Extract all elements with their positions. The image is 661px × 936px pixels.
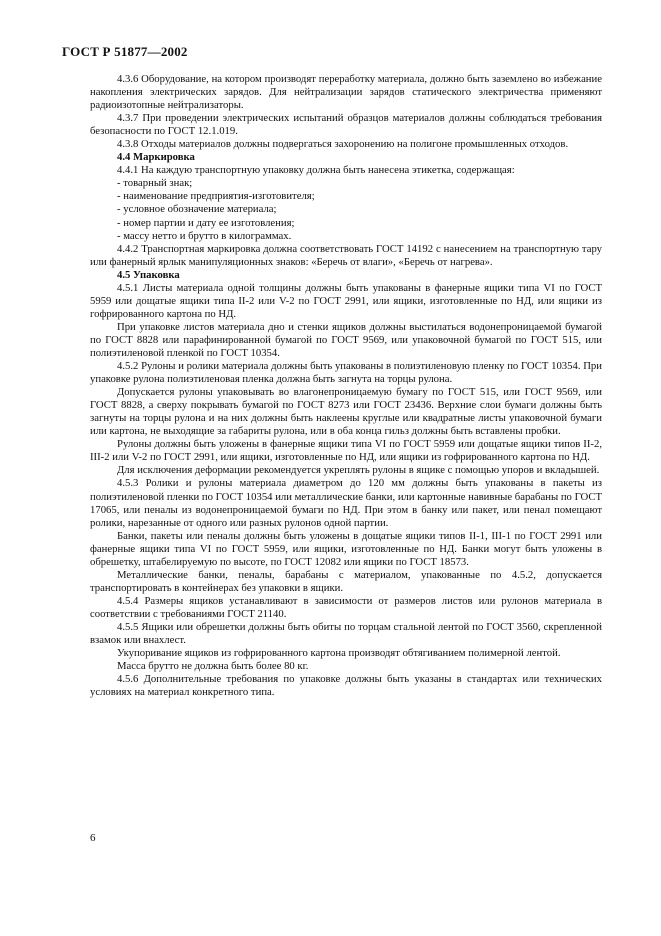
paragraph: 4.5.3 Ролики и рулоны материала диаметром до 120 мм должны быть упакованы в пакеты из полиэтиленовой пленки по ГОСТ 10354 или металлические банки, или картонные навивные барабаны по ГОСТ 17065, или пеналы из водонепроницаемой бумаги по НД. При этом в банку или пакет, или пенал помещают ролики, нарезанные от одного или разных рулонов одной партии. (90, 477, 602, 529)
section-heading: 4.4 Маркировка (117, 151, 195, 164)
list-item: - условное обозначение материала; (117, 203, 277, 216)
paragraph: 4.5.2 Рулоны и ролики материала должны быть упакованы в полиэтиленовую пленку по ГОСТ 10354. При упаковке рулона полиэтиленовая пленка должна быть загнута на торцы рулона. (90, 360, 602, 386)
paragraph: 4.5.5 Ящики или обрешетки должны быть обиты по торцам стальной лентой по ГОСТ 3560, скрепленной взамок или внахлест. (90, 620, 602, 647)
paragraph: 4.5.6 Дополнительные требования по упаковке должны быть указаны в стандартах или технических условиях на материал конкретного типа. (90, 673, 602, 699)
document-header: ГОСТ Р 51877—2002 (62, 44, 188, 59)
paragraph: 4.4.1 На каждую транспортную упаковку должна быть нанесена этикетка, содержащая: (117, 164, 515, 177)
list-item: - товарный знак; (117, 177, 193, 190)
paragraph: Масса брутто не должна быть более 80 кг. (117, 660, 309, 673)
paragraph: Металлические банки, пеналы, барабаны с материалом, упакованные по 4.5.2, допускается транспортировать в контейнерах без упаковки в ящики. (90, 568, 602, 594)
list-item: - наименование предприятия-изготовителя; (117, 190, 315, 203)
paragraph: Допускается рулоны упаковывать во влагонепроницаемую бумагу по ГОСТ 515, или ГОСТ 9569, или ГОСТ 8828, а сверху покрывать бумагой по ГОСТ 8273 или ГОСТ 23436. Верхние слои бумаги должны быть загнуты на торцы рулона и на них должны быть наклеены круглые или квадратные листы упаковочной бумаги или картона, не выходящие за габариты рулона, или в оба конца гильз должны быть вставлены пробки. (90, 386, 602, 438)
paragraph: Укупоривание ящиков из гофрированного картона производят обтягиванием полимерной лентой. (117, 647, 561, 660)
paragraph: 4.3.7 При проведении электрических испытаний образцов материалов должны соблюдаться требования безопасности по ГОСТ 12.1.019. (90, 112, 602, 138)
paragraph: Банки, пакеты или пеналы должны быть уложены в дощатые ящики типов II-1, III-1 по ГОСТ 2991 или фанерные ящики типа VI по ГОСТ 5959, или ящики, изготовленные по НД. Банки могут быть уложены в обрешетку, штабелируемую по высоте, по ГОСТ 12082 или ящики по ГОСТ 18573. (90, 529, 602, 568)
paragraph: При упаковке листов материала дно и стенки ящиков должны выстилаться водонепроницаемой бумагой по ГОСТ 8828 или парафинированной бумагой по ГОСТ 9569, или упаковочной бумагой по ГОСТ 515, или полиэтиленовой пленкой по ГОСТ 10354. (90, 320, 602, 359)
section-heading: 4.5 Упаковка (117, 268, 180, 281)
list-item: - массу нетто и брутто в килограммах. (117, 229, 292, 242)
list-item: - номер партии и дату ее изготовления; (117, 216, 295, 229)
paragraph: 4.4.2 Транспортная маркировка должна соответствовать ГОСТ 14192 с нанесением на транспортную тару или фанерный ярлык манипуляционных знаков: «Беречь от влаги», «Беречь от нагрева». (90, 242, 602, 268)
document-body (90, 73, 602, 699)
paragraph: 4.5.4 Размеры ящиков устанавливают в зависимости от размеров листов или рулонов материала в соответствии с требованиями ГОСТ 21140. (90, 594, 602, 620)
paragraph: Рулоны должны быть уложены в фанерные ящики типа VI по ГОСТ 5959 или дощатые ящики типов II-2, III-2 или V-2 по ГОСТ 2991, или ящики, изготовленные по НД, или ящики из гофрированного картона по НД. (90, 438, 602, 464)
paragraph: 4.3.8 Отходы материалов должны подвергаться захоронению на полигоне промышленных отходов. (117, 138, 569, 151)
paragraph: Для исключения деформации рекомендуется укреплять рулоны в ящике с помощью упоров и вкладышей. (117, 464, 600, 477)
page-number: 6 (90, 832, 96, 844)
paragraph: 4.5.1 Листы материала одной толщины должны быть упакованы в фанерные ящики типа VI по ГОСТ 5959 или дощатые ящики типа II-2 или V-2 по ГОСТ 2991, или ящики, изготовленные по НД, или ящики из гофрированного картона по НД. (90, 281, 602, 320)
paragraph: 4.3.6 Оборудование, на котором производят переработку материала, должно быть заземлено во избежание накопления электрических зарядов. Для нейтрализации зарядов статического электричества применяют радиоизотопные нейтрализаторы. (90, 73, 602, 112)
